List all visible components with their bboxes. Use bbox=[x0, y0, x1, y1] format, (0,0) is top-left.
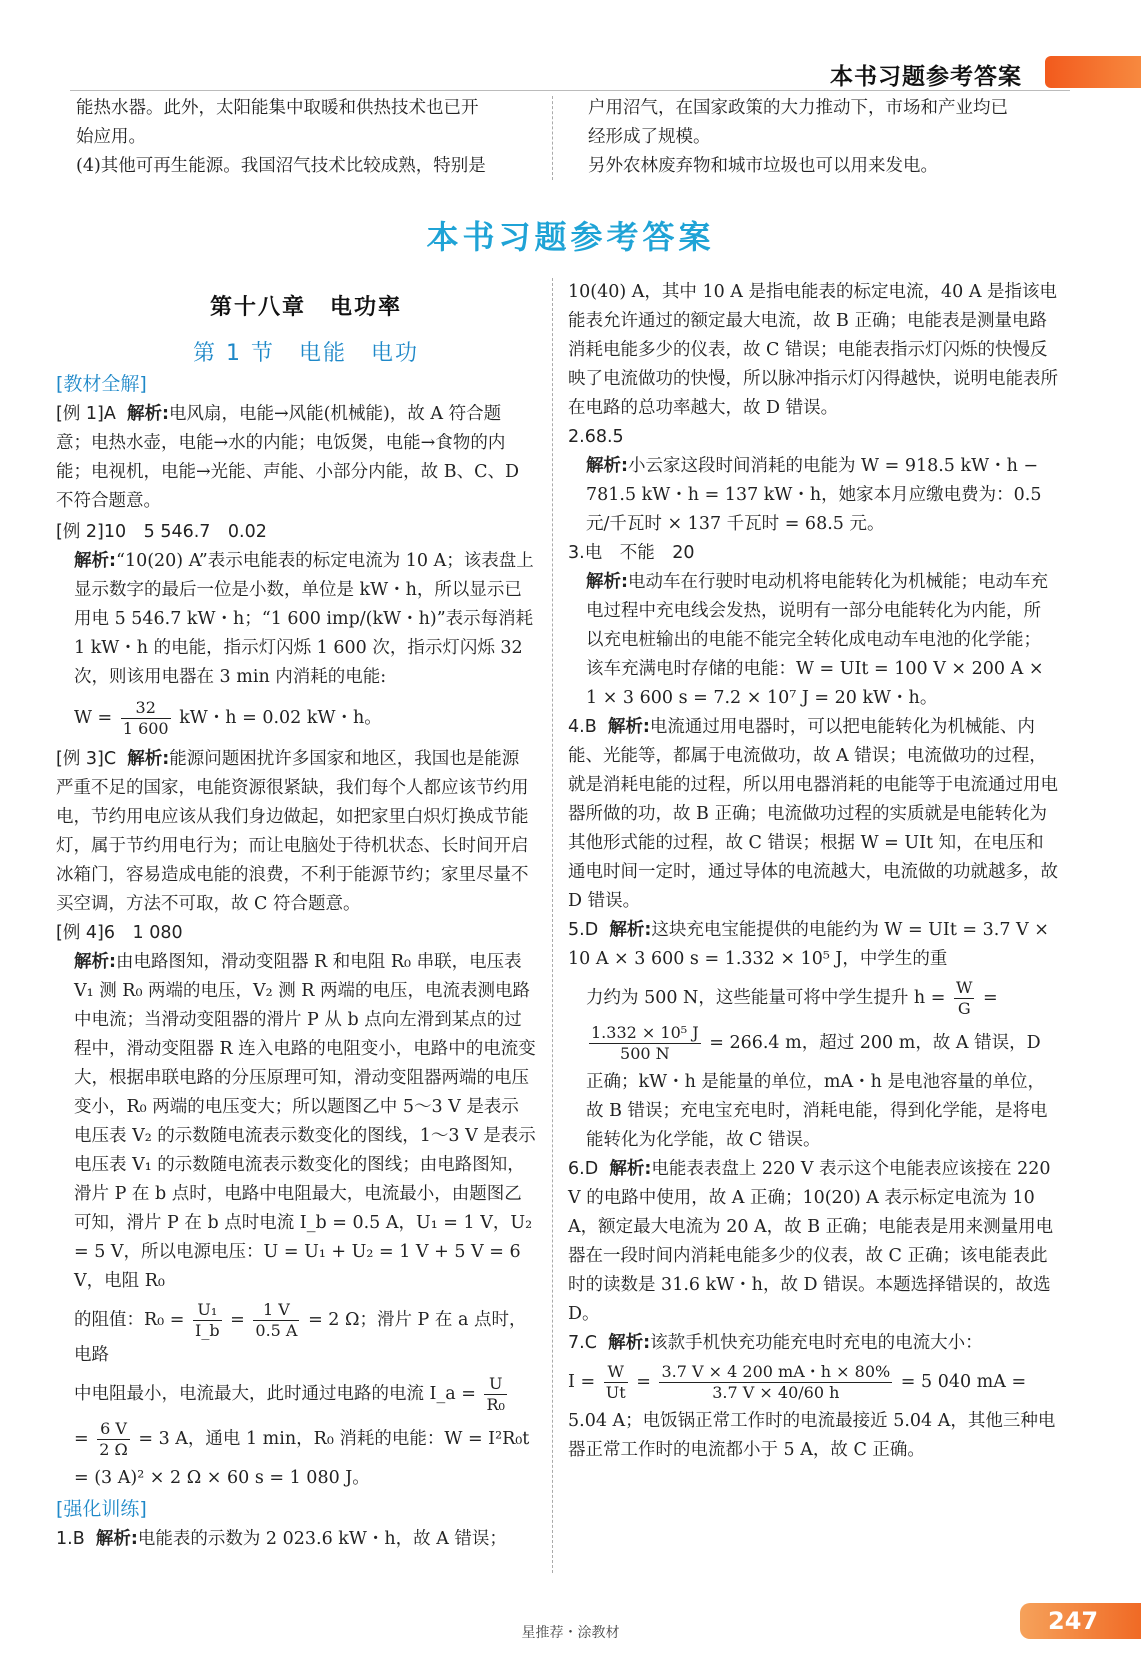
footer-text: 星推荐・涂教材 bbox=[521, 1625, 620, 1641]
formula-line: = $\frac{6 V}{2 \Omega}$ = 3 A，通电 1 min，R₀ 消耗的电能：W = I²R₀t bbox=[74, 1419, 530, 1459]
header-divider bbox=[70, 90, 1070, 91]
question-5: 5.D 解析:这块充电宝能提供的电能约为 W = UIt = 3.7 V × 10 A × 3 600 s = 1.332 × 10⁵ J，中学生的重 bbox=[568, 920, 1049, 969]
formula-line: $\frac{\text{1.332 × 10⁵ J}}{500 N}$ = 266.4 m，超过 200 m，故 A 错误，D bbox=[591, 1023, 1041, 1063]
section-heading: 第 1 节 电能 电功 bbox=[193, 341, 419, 366]
top-left-column bbox=[76, 94, 536, 181]
question-1: 1.B 解析:电能表的示数为 2 023.6 kW・h，故 A 错误； bbox=[56, 1529, 507, 1549]
formula-line: 力约为 500 N，这些能量可将中学生提升 h = $\frac{W}{G}$ = bbox=[586, 978, 998, 1018]
right-main-column: 10(40) A，其中 10 A 是指电能表的标定电流，40 A 是指该电能表允许通过的额定最大电流，故 B 正确；电能表是测量电路消耗电能多少的仪表，故 C 错误；电能表指示灯闪烁的快慢反映了电流做功的快慢，所以脉冲指示灯闪得越快，说明电能表所在电路的总功率越大，故 D 错误。 2.68.5 解析:小云家这段时间消耗的电能为 W = 918.5 kW・h − 781.5 kW・h = 137 kW・h，她家本月应缴电费为：0.5 元/千瓦时 × 137 千瓦时 = 68.5 元。 3.电 不能 20 解析:电动车在行驶时电动机将电能转化为机械能；电动车充电过程中充电线会发热，说明有一部分电能转化为内能，所以充电桩输出的电能不能完全转化成电动车电池的化学能；该车充满电时存储的电能：W = UIt = 100 V × 200 A × 1 × 3 600 s = 7.2 × 10⁷ J = 20 kW・h。 4.B 解析:电流通过用电器时，可以把电能转化为机械能、内能、光能等，都属于电流做功，故 A 错误；电流做功的过程，就是消耗电能的过程，所以用电器消耗的电能等于电流通过用电器所做的功，故 B 正确；电流做功过程的实质就是电能转化为其他形式能的过程，故 C 错误；根据 W = UIt 知，在电压和通电时间一定时，通过导体的电流越大，电流做的功就越多，故 D 错误。 5.D 解析:这块充电宝能提供的电能约为 W = UIt = 3.7 V × 10 A × 3 600 s = 1.332 × 10⁵ J，中学生的重 力约为 500 N，这些能量可将中学生提升 h = $\frac{W}{G}$ = $\frac{\text{1.332 × 10⁵ J}}{500 N}$ = 266.4 m，超过 200 m，故 A 错误，D 正确；kW・h 是能量的单位，mA・h 是电池容量的单位，故 B 错误；充电宝充电时，消耗电能，得到化学能，是将电能转化为化学能，故 C 错误。 6.D 解析:电能表表盘上 220 V 表示这个电能表应该接在 220 V 的电路中使用，故 A 正确；10(20) A 表示标定电流为 10 A，额定最大电流为 20 A，故 B 正确；电能表是用来测量用电器在一段时间内消耗电能多少的仪表，故 C 正确；该电能表此时的读数是 31.6 kW・h，故 D 错误。本题选择错误的，故选 D。 7.C 解析:该款手机快充功能充电时充电的电流大小： I = $\frac{W}{Ut}$ = $\frac{3.7 V \times 4 200 mA・h \times 80\%}{3.7 V \times 40/60 h}$ = 5 040 mA = 5.04 A；电饭锅正常工作时的电流最接近 5.04 A，其他三种电器正常工作时的电流都小于 5 A，故 C 正确。 bbox=[568, 278, 1058, 1465]
example-1: [例 1]A 解析:电风扇，电能→风能(机械能)，故 A 符合题意；电热水壶，电能→水的内能；电饭煲，电能→食物的内能；电视机，电能→光能、声能、小部分内能，故 B、C、D 不符合题意。 bbox=[56, 404, 520, 511]
text-line: 经形成了规模。 bbox=[588, 127, 711, 147]
header-color-tab bbox=[1045, 56, 1141, 88]
formula-line: 的阻值：R₀ = $\frac{\text{U₁}}{I\_b}$ = $\frac{1 V}{0.5 A}$ = 2 Ω；滑片 P 在 a 点时，电路 bbox=[74, 1300, 527, 1365]
section-tag: [强化训练] bbox=[56, 1498, 147, 1520]
chapter-heading: 第十八章 电功率 bbox=[209, 295, 402, 320]
formula-line: I = $\frac{W}{Ut}$ = $\frac{3.7 V \times 4 200 mA・h \times 80\%}{3.7 V \times 40/60 h}$ = 5 040 mA = bbox=[568, 1362, 1027, 1402]
example-2: [例 2]10 5 546.7 0.02 bbox=[56, 522, 267, 542]
question-7: 7.C 解析:该款手机快充功能充电时充电的电流大小： bbox=[568, 1333, 983, 1353]
question-3: 3.电 不能 20 bbox=[568, 543, 695, 563]
page-title: 本书习题参考答案 bbox=[426, 218, 715, 256]
page-number: 247 bbox=[1020, 1603, 1141, 1639]
column-divider bbox=[552, 278, 553, 1573]
formula-line: W = $\frac{32}{1 600}$ kW・h = 0.02 kW・h。 bbox=[74, 698, 382, 738]
formula-line: 中电阻最小，电流最大，此时通过电路的电流 I_a = $\frac{U}{\text{R₀}}$ bbox=[74, 1374, 505, 1414]
header-title: 本书习题参考答案 bbox=[830, 64, 1022, 90]
example-3: [例 3]C 解析:能源问题困扰许多国家和地区，我国也是能源严重不足的国家，电能资源很紧缺，我们每个人都应该节约用电，节约用电应该从我们身边做起，如把家里白炽灯换成节能灯，属于节约用电行为；而让电脑处于待机状态、长时间开启冰箱门，容易造成电能的浪费，不利于能源节约；家里尽量不买空调，方法不可取，故 C 符合题意。 bbox=[56, 749, 529, 914]
text-line: 另外农林废弃物和城市垃圾也可以用来发电。 bbox=[588, 156, 938, 176]
fraction: $\frac{32}{1 600}$ bbox=[122, 698, 169, 738]
left-main-column: [教材全解] [例 1]A 解析:电风扇，电能→风能(机械能)，故 A 符合题意；电热水壶，电能→水的内能；电饭煲，电能→食物的内能；电视机，电能→光能、声能、小部分内能，故 B、C、D 不符合题意。 [例 2]10 5 546.7 0.02 解析:“10(20) A”表示电能表的标定电流为 10 A；该表盘上显示数字的最后一位是小数，单位是 kW・h，所以显示已用电 5 546.7 kW・h；“1 600 imp/(kW・h)”表示每消耗 1 kW・h 的电能，指示灯闪烁 1 600 次，指示灯闪烁 32 次，则该用电器在 3 min 内消耗的电能: W = $\frac{32}{1 600}$ kW・h = 0.02 kW・h。 [例 3]C 解析:能源问题困扰许多国家和地区，我国也是能源严重不足的国家，电能资源很紧缺，我们每个人都应该节约用电，节约用电应该从我们身边做起，如把家里白炽灯换成节能灯，属于节约用电行为；而让电脑处于待机状态、长时间开启冰箱门，容易造成电能的浪费，不利于能源节约；家里尽量不买空调，方法不可取，故 C 符合题意。 [例 4]6 1 080 解析:由电路图知，滑动变阻器 R 和电阻 R₀ 串联，电压表 V₁ 测 R₀ 两端的电压，V₂ 测 R 两端的电压，电流表测电路中电流；当滑动变阻器的滑片 P 从 b 点向左滑到某点的过程中，滑动变阻器 R 连入电路的电阻变小，电路中的电流变大，根据串联电路的分压原理可知，滑动变阻器两端的电压变小，R₀ 两端的电压变大；所以题图乙中 5～3 V 是表示电压表 V₂ 的示数随电流表示数变化的图线，1～3 V 是表示电压表 V₁ 的示数随电流表示数变化的图线；由电路图知，滑片 P 在 b 点时，电路中电阻最大，电流最小，由题图乙可知，滑片 P 在 b 点时电流 I_b = 0.5 A，U₁ = 1 V，U₂ = 5 V，所以电源电压：U = U₁ + U₂ = 1 V + 5 V = 6 V，电阻 R₀ 的阻值：R₀ = $\frac{\text{U₁}}{I\_b}$ = $\frac{1 V}{0.5 A}$ = 2 Ω；滑片 P 在 a 点时，电路 中电阻最小，电流最大，此时通过电路的电流 I_a = $\frac{U}{\text{R₀}}$ = $\frac{6 V}{2 \Omega}$ = 3 A，通电 1 min，R₀ 消耗的电能：W = I²R₀t = (3 A)² × 2 Ω × 60 s = 1 080 J。 [强化训练] 1.B 解析:电能表的示数为 2 023.6 kW・h，故 A 错误； bbox=[56, 370, 536, 1554]
top-right-column bbox=[588, 94, 1058, 181]
question-2: 2.68.5 bbox=[568, 427, 624, 447]
text-line: 能热水器。此外，太阳能集中取暖和供热技术也已开 bbox=[76, 98, 479, 118]
text-line: (4)其他可再生能源。我国沼气技术比较成熟，特别是 bbox=[76, 156, 486, 176]
text-line: 户用沼气，在国家政策的大力推动下，市场和产业均已 bbox=[588, 98, 1008, 118]
section-tag: [教材全解] bbox=[56, 373, 147, 395]
question-1-continued: 10(40) A，其中 10 A 是指电能表的标定电流，40 A 是指该电能表允许通过的额定最大电流，故 B 正确；电能表是测量电路消耗电能多少的仪表，故 C 错误；电能表指示灯闪烁的快慢反映了电流做功的快慢，所以脉冲指示灯闪得越快，说明电能表所在电路的总功率越大，故 D 错误。 bbox=[568, 282, 1058, 418]
example-4: [例 4]6 1 080 bbox=[56, 923, 183, 943]
question-6: 6.D 解析:电能表表盘上 220 V 表示这个电能表应该接在 220 V 的电路中使用，故 A 正确；10(20) A 表示标定电流为 10 A，额定最大电流为 20 A，故 B 正确；电能表是用来测量用电器在一段时间内消耗电能多少的仪表，故 C 正确；该电能表此时的读数是 31.6 kW・h，故 D 错误。本题选择错误的，故选 D。 bbox=[568, 1159, 1054, 1324]
column-divider bbox=[552, 96, 553, 180]
text-line: 始应用。 bbox=[76, 127, 146, 147]
question-4: 4.B 解析:电流通过用电器时，可以把电能转化为机械能、内能、光能等，都属于电流做功，故 A 错误；电流做功的过程，就是消耗电能的过程，所以用电器消耗的电能等于电流通过用电器所做的功，故 B 正确；电流做功过程的实质就是电能转化为其他形式能的过程，故 C 错误；根据 W = UIt 知，在电压和通电时间一定时，通过导体的电流越大，电流做的功就越多，故 D 错误。 bbox=[568, 717, 1058, 911]
